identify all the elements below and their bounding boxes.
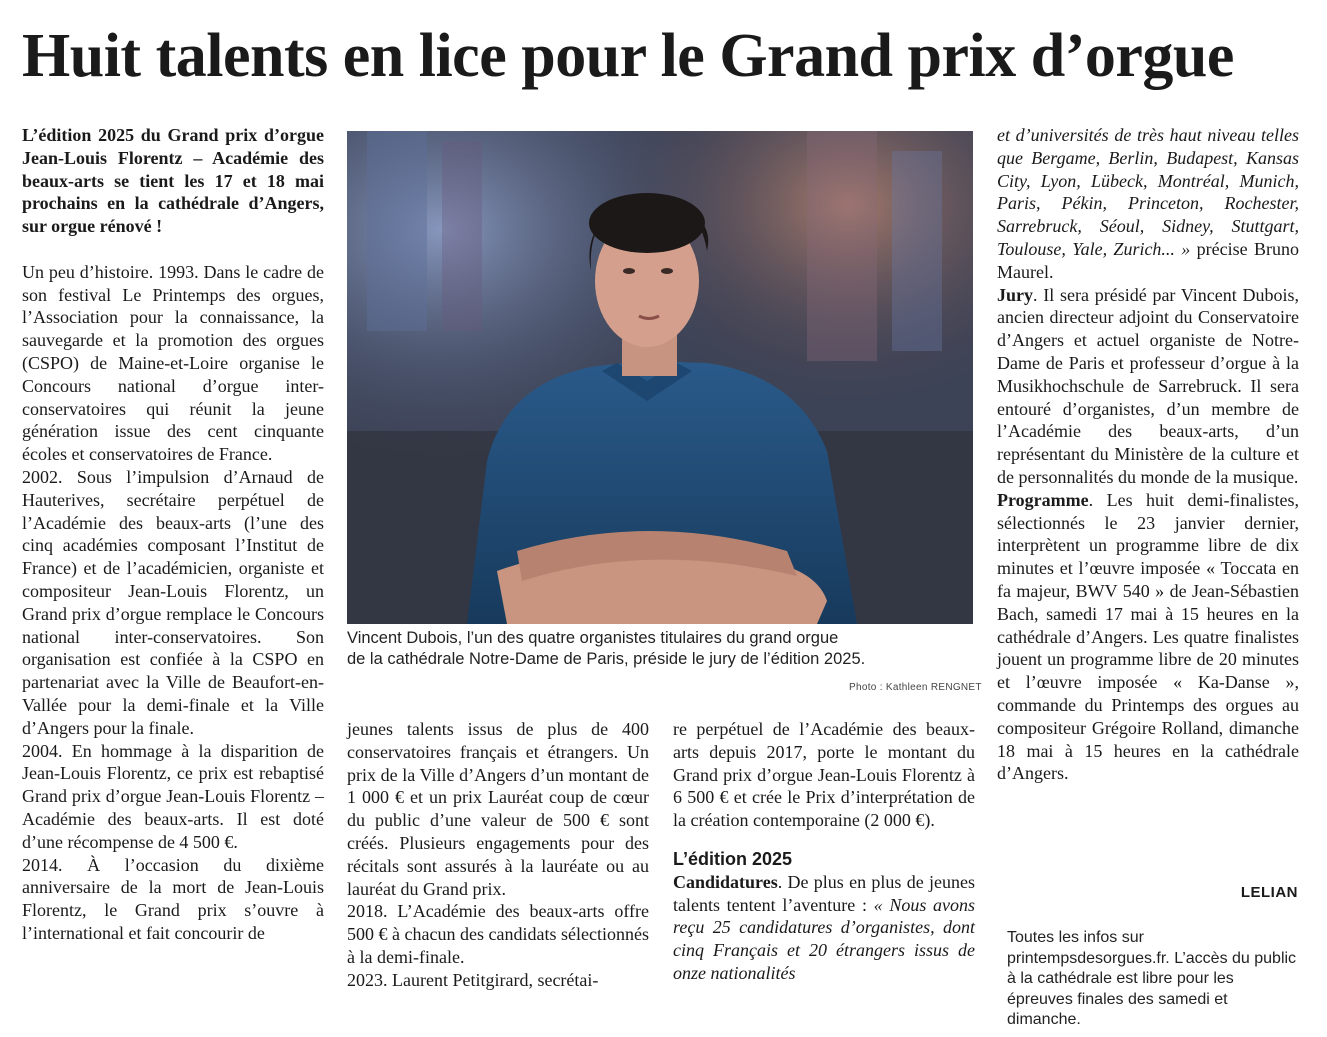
history-2023: 2023. Laurent Petitgirard, secrétai- xyxy=(347,969,599,990)
jury-text: . Il sera présidé par Vincent Dubois, ancien directeur adjoint du Conservatoire d’Angers et actuel organiste de Notre-Dame de Paris et professeur d’orgue à la Musikhochschule de Sarrebruck. Il sera entouré d’organistes, d’un membre de l’Académie des beaux-arts, d’un représentant du Ministère de la culture et de personnalités du monde de la musique. xyxy=(997,284,1299,487)
column-2 xyxy=(347,718,649,992)
history-2014-cont: jeunes talents issus de plus de 400 conservatoires français et étrangers. Un prix de la Ville d’Angers d’un montant de 1 000 € et un prix Lauréat coup de cœur du public d’une valeur de 500 € sont créés. Plusieurs engagements pour des récitals sont assurés à la lauréate ou au lauréat du Grand prix. xyxy=(347,719,649,899)
history-2004: 2004. En hommage à la disparition de Jean-Louis Florentz, ce prix est rebaptisé Grand prix d’orgue Jean-Louis Florentz – Académie des beaux-arts. Il est doté d’une récompense de 4 500 €. xyxy=(22,740,324,852)
history-2014: 2014. À l’occasion du dixième anniversaire de la mort de Jean-Louis Florentz, le Grand prix s’ouvre à l’international et fait concourir de xyxy=(22,854,324,943)
column-4 xyxy=(997,124,1299,785)
candidatures-text: . De plus en plus de jeunes talents tentent l’aventure : xyxy=(673,871,975,915)
column-1 xyxy=(22,124,324,945)
programme-paragraph xyxy=(997,489,1299,785)
author-signature: LELIAN xyxy=(1240,884,1298,901)
programme-label: Programme xyxy=(997,489,1089,510)
caption-line-1: Vincent Dubois, l’un des quatre organistes titulaires du grand orgue xyxy=(347,629,839,647)
quote-attribution: précise Bruno Maurel. xyxy=(997,238,1300,282)
column-3 xyxy=(673,718,975,985)
candidatures-label: Candidatures xyxy=(673,871,778,892)
history-2018: 2018. L’Académie des beaux-arts offre 500 € à chacun des candidats sélectionnés à la demi-finale. xyxy=(347,901,649,967)
jury-paragraph xyxy=(997,284,1299,489)
photo-vincent-dubois xyxy=(347,131,973,624)
photo-caption xyxy=(347,628,973,669)
history-1993: Un peu d’histoire. 1993. Dans le cadre de son festival Le Printemps des orgues, l’Association pour la connaissance, la sauvegarde et la promotion des orgues (CSPO) de Maine-et-Loire organise le Concours national d’orgue inter-conservatoires qui réunit la jeune génération issue des cent cinquante écoles et conservatoires de France. xyxy=(22,261,324,465)
history-2002: 2002. Sous l’impulsion d’Arnaud de Hauterives, secrétaire perpétuel de l’Académie des beaux-arts (l’une des cinq académies composant l’Institut de France) et de l’académicien, organiste et compositeur Jean-Louis Florentz, un Grand prix d’orgue remplace le Concours national inter-conservatoires. Son organisation est confiée à la CSPO en partenariat avec la Ville de Beaufort-en-Vallée pour la demi-finale et la Ville d’Angers pour la finale. xyxy=(22,466,324,738)
candidatures-paragraph xyxy=(673,871,975,985)
section-heading-edition: L’édition 2025 xyxy=(673,848,793,869)
headline: Huit talents en lice pour le Grand prix d’orgue xyxy=(22,22,1234,90)
info-box: Toutes les infos sur printempsdesorgues.fr. L’accès du public à la cathédrale est libre pour les épreuves finales des samedi et dimanche. xyxy=(1007,929,1297,1028)
jury-label: Jury xyxy=(997,284,1033,305)
caption-line-2: de la cathédrale Notre-Dame de Paris, préside le jury de l’édition 2025. xyxy=(347,649,866,668)
quote-part-1: « Nous avons reçu 25 candidatures d’organistes, dont cinq Français et 20 étrangers issus de onze nationalités xyxy=(673,894,975,983)
photo-credit: Photo : Kathleen RENGNET xyxy=(849,682,982,693)
programme-text: . Les huit demi-finalistes, sélectionnés le 23 janvier dernier, interprètent un programme libre de dix minutes et l’œuvre imposée « Toccata en fa majeur, BWV 540 » de Jean-Sébastien Bach, samedi 17 mai à 15 heures en la cathédrale d’Angers. Les quatre finalistes jouent un programme libre de 20 minutes et l’œuvre imposée « Ka-Danse », commande du Printemps des orgues au compositeur Grégoire Rolland, dimanche 18 mai à 15 heures en la cathédrale d’Angers. xyxy=(997,489,1299,784)
history-2023-cont: re perpétuel de l’Académie des beaux-arts depuis 2017, porte le montant du Grand prix d’orgue Jean-Louis Florentz à 6 500 € et crée le Prix d’interprétation de la création contemporaine (2 000 €). xyxy=(673,719,975,831)
quote-part-2: et d’universités de très haut niveau telles que Bergame, Berlin, Budapest, Kansas City, Lyon, Lübeck, Montréal, Munich, Paris, Pékin, Princeton, Rochester, Sarrebruck, Séoul, Sidney, Stuttgart, Toulouse, Yale, Zurich... » xyxy=(997,125,1299,259)
lede: L’édition 2025 du Grand prix d’orgue Jean-Louis Florentz – Académie des beaux-arts se tient les 17 et 18 mai prochains en la cathédrale d’Angers, sur orgue rénové ! xyxy=(22,125,324,237)
portrait-illustration xyxy=(347,131,973,624)
